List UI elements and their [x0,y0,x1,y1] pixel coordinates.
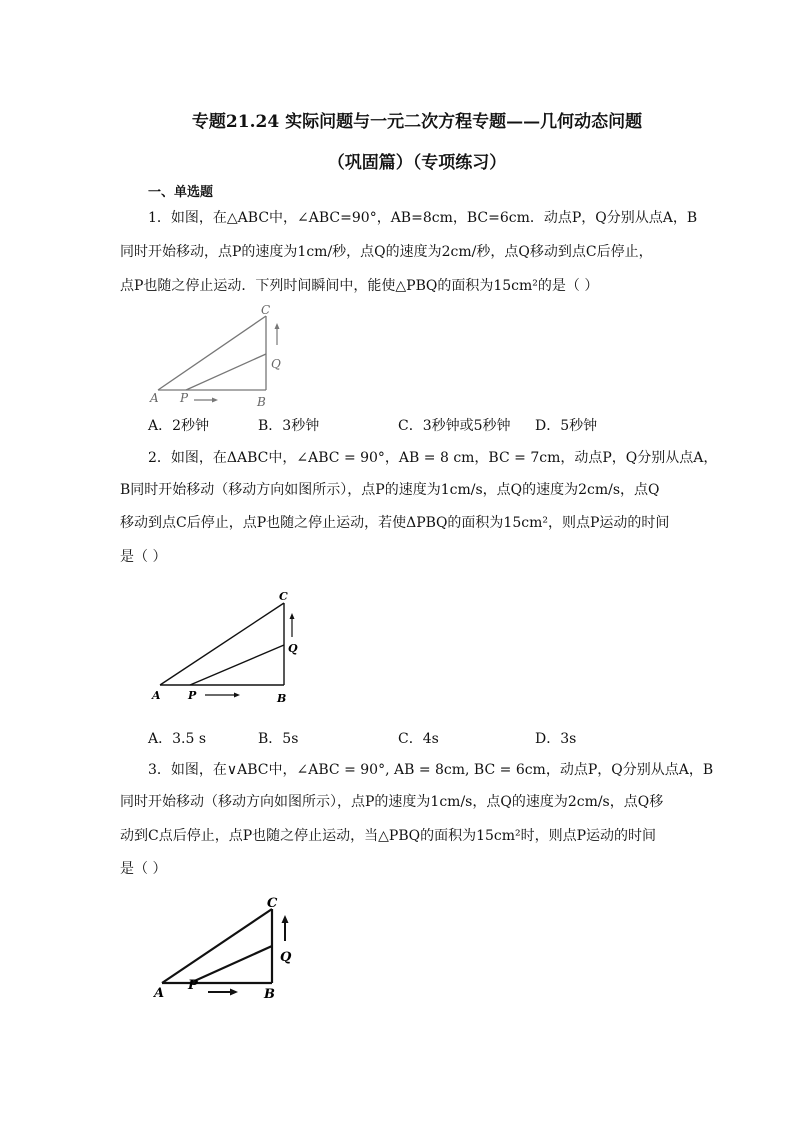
page-subtitle: （巩固篇）（专项练习） [327,153,507,173]
q1-label-q: Q [271,357,281,371]
section-heading: 一、单选题 [148,185,214,200]
q3-arrowhead-p-icon [230,989,238,996]
q2-segment-pq [190,645,284,685]
q1-option-b: B．3秒钟 [258,418,320,434]
q3-line-3: 动到C点后停止，点P也随之停止运动，当△PBQ的面积为15cm²时，则点P运动的时间 [120,828,657,844]
q2-label-b: B [277,692,287,705]
q1-option-c: C．3秒钟或5秒钟 [398,418,511,434]
q2-label-a: A [152,689,161,702]
q2-arrowhead-p-icon [234,693,240,698]
page-title: 专题21.24 实际问题与一元二次方程专题——几何动态问题 [191,112,643,132]
q1-label-b: B [257,395,266,409]
q1-label-c: C [261,303,271,317]
q2-label-c: C [279,590,288,603]
q3-label-p: P [188,978,198,993]
q3-line-2: 同时开始移动（移动方向如图所示），点P的速度为1cm/s，点Q的速度为2cm/s，点Q移 [120,794,664,810]
q3-figure [150,895,310,1005]
q1-figure [150,302,290,410]
q1-line-2: 同时开始移动，点P的速度为1cm/秒，点Q的速度为2cm/秒，点Q移动到点C后停止， [120,244,653,260]
q1-option-a: A．2秒钟 [148,418,210,434]
q2-figure [150,588,310,708]
q2-option-d: D．3s [535,731,577,747]
q2-side-ac [160,603,284,685]
q2-line-2: B同时开始移动（移动方向如图所示），点P的速度为1cm/s，点Q的速度为2cm/s，点Q [120,482,660,498]
q2-line-1: 2．如图，在ΔABC中，∠ABC = 90°，AB = 8 cm，BC = 7cm，动点P，Q分别从点A， [148,450,718,466]
q2-line-3: 移动到点C后停止，点P也随之停止运动，若使ΔPBQ的面积为15cm²，则点P运动的时间 [120,515,670,531]
q1-arrowhead-q-icon [275,323,280,329]
q1-label-p: P [180,391,189,405]
q1-line-3: 点P也随之停止运动．下列时间瞬间中，能使△PBQ的面积为15cm²的是（ ） [120,278,599,294]
q3-label-b: B [264,987,275,1002]
q3-label-c: C [267,896,278,911]
q2-line-4: 是（ ） [120,549,167,565]
q3-arrowhead-q-icon [282,915,289,923]
q3-label-q: Q [280,950,292,965]
q1-label-a: A [150,391,159,405]
q2-label-q: Q [288,642,298,655]
q2-arrowhead-q-icon [290,613,295,619]
q2-option-c: C．4s [398,731,439,747]
q1-option-d: D．5秒钟 [535,418,598,434]
q1-arrowhead-p-icon [212,398,218,403]
q3-segment-pq [190,946,272,983]
q3-line-1: 3．如图，在∨ABC中，∠ABC = 90°, AB = 8cm, BC = 6cm，动点P，Q分别从点A，B [148,762,714,778]
q1-line-1: 1．如图，在△ABC中，∠ABC=90°，AB=8cm，BC=6cm．动点P，Q分别从点A，B [148,210,698,226]
q2-option-b: B．5s [258,731,299,747]
q2-label-p: P [188,689,197,702]
q3-label-a: A [154,986,165,1001]
q1-segment-pq [186,354,266,390]
q2-option-a: A．3.5 s [148,731,207,747]
q3-line-4: 是（ ） [120,861,167,877]
